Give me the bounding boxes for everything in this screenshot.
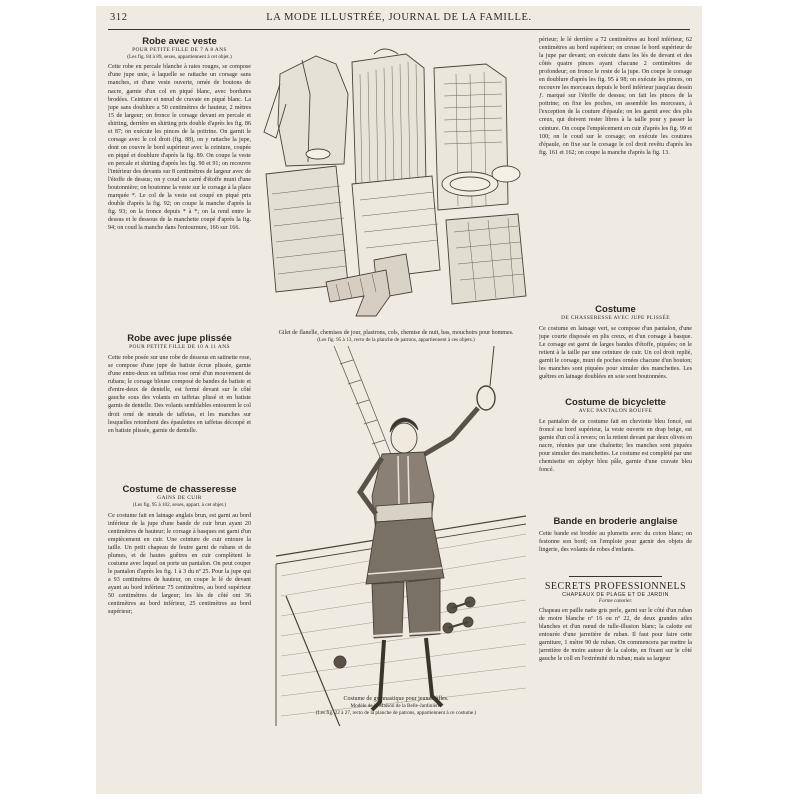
body-text-bande-broderie: Cette bande est brodée au plumetis avec du coton blanc; on festonne son bord; on l'emploie pour garnir des objets de lingerie, des volants de robes d'enfants. — [539, 530, 692, 553]
section-subtitle: GAINS DE CUIR — [157, 495, 202, 502]
section-heading-robe-jupe-plissee — [108, 333, 251, 351]
section-title: SECRETS PROFESSIONNELS — [544, 580, 687, 592]
page-number: 312 — [110, 12, 128, 23]
engraving-gymnastics-girl — [256, 346, 536, 726]
bottom-figure-caption — [256, 696, 536, 717]
body-text-robe-jupe-plissee: Cette robe posée sur une robe de dessous en satinette rose, se compose d'une jupe de batiste écrue plissée, garnie d'une entre-deux en taffetas rose orné d'un mouvement de rubans; le corsage blouse composé de bandes de batiste et d'entre-deux de dentelle, est fermé devant sur le côté gauche sous des volants en taffetas plissé et en batiste garnis de dentelle. Des volants semblables entourent le col droit orné de nœuds de taffetas, et les manches sur lesquelles retombent des épaulettes en taffetas découpé et en batiste plissée, garnie de dentelle. — [108, 355, 251, 434]
section-subtitle: CHAPEAUX DE PLAGE ET DE JARDIN — [562, 591, 669, 598]
section-title: Robe avec veste — [142, 36, 217, 47]
figure-gymnastics-costume — [256, 346, 536, 726]
section-title: Bande en broderie anglaise — [553, 515, 678, 527]
section-title: Costume de chasseresse — [122, 484, 237, 496]
caption-text: Costume de gymnastique pour jeunes filles. — [343, 696, 449, 702]
body-text-costume-bicyclette: Le pantalon de ce costume fait en cheviotte bleu foncé, est froncé au bord supérieur, la veste ouverte en drap beige, est garnie d'un col à revers; on la retient devant par deux olives en nacre, réunies par une chaînette; les manches sont piquées pour simuler des manchettes. Le costume est complété par une chemisette en zéphyr bleu pâle, garnie d'une cravate bleu foncé. — [539, 418, 692, 473]
body-text-costume-chasseresse: Ce costume fait en lainage anglais brun, est garni au bord inférieur de la jupe d'une bande de cuir brun ayant 20 centimètres de hauteur; le corsage à basques est garni d'un empiècement en cuir. Une ceinture de cuir entoure la taille. Un petit chapeau de feutre garni de rubans et de plumes, et de hautes guêtres en cuir complètent le costume avec lequel on porte un pantalon. On peut couper le pantalon d'après les fig. 1 à 3 du nº 25. Pour la jupe qui a 93 centimètres de hauteur, on coupe le lé de devant ayant au bord inférieur 75 centimètres, au bord supérieur 50 centimètres de largeur; les lés de côté ont 36 centimètres au bord inférieur, 25 centimètres au bord supérieur; — [108, 512, 251, 616]
section-heading-secrets — [539, 581, 692, 605]
section-lead: Forme canotier. — [598, 598, 633, 605]
body-text-costume: Ce costume en lainage vert, se compose d'un pantalon, d'une jupe courte disposée en plis creux, et d'un corsage à basque. Le corsage est garni de larges bandes d'étoffe, piquées; on le retient à la taille par une ceinture de cuir. Un col droit replié, garnit le corsage, muni de poches ornées chacune d'un bouton; les manches sont piquées pour simuler des manchettes. Les guêtres en lainage doublées en soie sont boutonnées. — [539, 325, 692, 381]
right-text-column — [539, 36, 692, 790]
section-subtitle: POUR PETITE FILLE DE 7 A 8 ANS — [132, 47, 227, 53]
section-subtitle: AVEC PANTALON BOUFFE — [578, 407, 653, 414]
page-header — [110, 12, 688, 28]
body-text-secrets: Chapeau en paille natte gris perle, garni sur le côté d'un ruban de moire blanche nº 16 ou nº 22, de deux grandes ailes blanches et d'un nœud de tulle-illusion blanc; la calotte est entourée d'une jarretière de ruban. Il faut pour faire cette garniture, 1 mètre 90 de ruban. On commencera par mettre la jarretière de moire autour de la calotte, en fixant sur le côté gauche le coll en l'extrémité du ruban; mais sa largeur — [539, 607, 692, 663]
body-text-continuation: périeur; le lé derrière a 72 centimètres au bord inférieur, 62 centimètres au bord supérieur; on creuse le bord supérieur de la jupe par devant; on exécute dans les lés de devant et des côtés quatre pinces ayant chacune 2 centimètres de profondeur; on fronce le reste de la jupe. On coupe le corsage en doublure d'après les fig. 95 à 98; on exécute les pinces, on recouvre les morceaux depuis le bord inférieur jusqu'au dessin ƒ. marqué sur l'étoffe de dessus; on fait les pinces de la poitrine; on fixe les poches, on assemble les morceaux, à l'exception de la couture d'épaule; on les garnit avec des plis creux, qui doivent rester libres à la taille pour y passer la ceinture. On coupe l'empiècement en cuir d'après les fig. 99 et 100; on le coud sur le corsage; on exécute les coutures d'épaule, on fixe sur le corsage le col droit revêtu d'après les fig. 161 et 162; on coupe la manche d'après la fig. 13. — [539, 37, 692, 156]
section-figure-note: (Les fig. 84 à 89, sexes, appartiennent à cet objet.) — [127, 53, 232, 60]
journal-page — [96, 6, 702, 794]
engraving-shirts-collars-socks — [256, 34, 536, 334]
section-heading-bande-broderie — [539, 516, 692, 527]
section-title: Costume — [595, 304, 636, 315]
section-heading-costume-bicyclette — [539, 397, 692, 415]
caption-note: (Les fig. 95 à 13, recto de la planche de patrons, appartiennent à ces objets.) — [317, 337, 475, 344]
caption-line: Modèle de la Maison de la Belle-Jardinière. — [350, 703, 442, 710]
journal-title: LA MODE ILLUSTRÉE, JOURNAL DE LA FAMILLE. — [266, 12, 532, 23]
section-divider — [569, 576, 662, 577]
section-figure-note: (Les fig. 95 à 102, sexes, appart. à cet objet.) — [132, 501, 227, 508]
top-figure-caption — [256, 330, 536, 344]
section-subtitle: DE CHASSERESSE AVEC JUPE PLISSÉE — [561, 315, 670, 321]
section-subtitle: POUR PETITE FILLE DE 10 A 11 ANS — [129, 344, 230, 351]
body-text-robe-avec-veste: Cette robe en percale blanche à raies rouges, se compose d'une jupe unie, à laquelle se rattache un corsage sans manches, et d'une veste ouverte, ornée de boutons de nacre, garnie d'un col en piqué blanc, avec bordures brodées. Ceinture et nœud de cravate en piqué blanc. La jupe sans doublure a 50 centimètres de hauteur, 2 mètres 15 de largeur; on fronce le corsage devant en percale et shirting, derrière en shirting pris double d'après les fig. 86 et 87; on exécute les pinces de la poitrine. On garnit le corsage avec le col droit (fig. 88), on y rattache la jupe, dont on couvre le bord supérieur avec la ceinture, coupée en piqué et doublure d'après la fig. 89. On coupe la veste en percale et shirting d'après les fig. 90 et 91; on recouvre l'intérieur des devants sur 8 centimètres de largeur avec de l'étoffe de dessus; on y coud un carré d'étoffe muni d'une boutonnière; on boutonne la veste sur le corsage à la place marquée *. Le col de la veste est coupé en piqué pris double d'après la fig. 92; on coupe la manche d'après la fig. 93; on la fronce depuis * à *; on la rend entre le dessus et le dessous de la manchette coupé d'après la fig. 94; on coud la manche dans l'entournure, 166 sur 166. — [108, 64, 251, 232]
left-text-column — [108, 36, 251, 790]
caption-text: Gilet de flanelle, chemises de jour, plastrons, cols, chemise de nuit, bas, mouchoirs pour hommes. — [278, 330, 514, 336]
section-title: Costume de bicyclette — [565, 396, 666, 408]
figure-mens-shirts — [256, 34, 536, 344]
section-heading-robe-avec-veste — [108, 36, 251, 60]
section-heading-costume-chasseresse — [108, 484, 251, 508]
caption-note: (Les fig. 22 à 27, recto de la planche de patrons, appartiennent à ce costume.) — [315, 710, 477, 716]
section-heading-costume — [539, 304, 692, 322]
header-rule — [108, 29, 690, 30]
section-title: Robe avec jupe plissée — [127, 333, 232, 345]
